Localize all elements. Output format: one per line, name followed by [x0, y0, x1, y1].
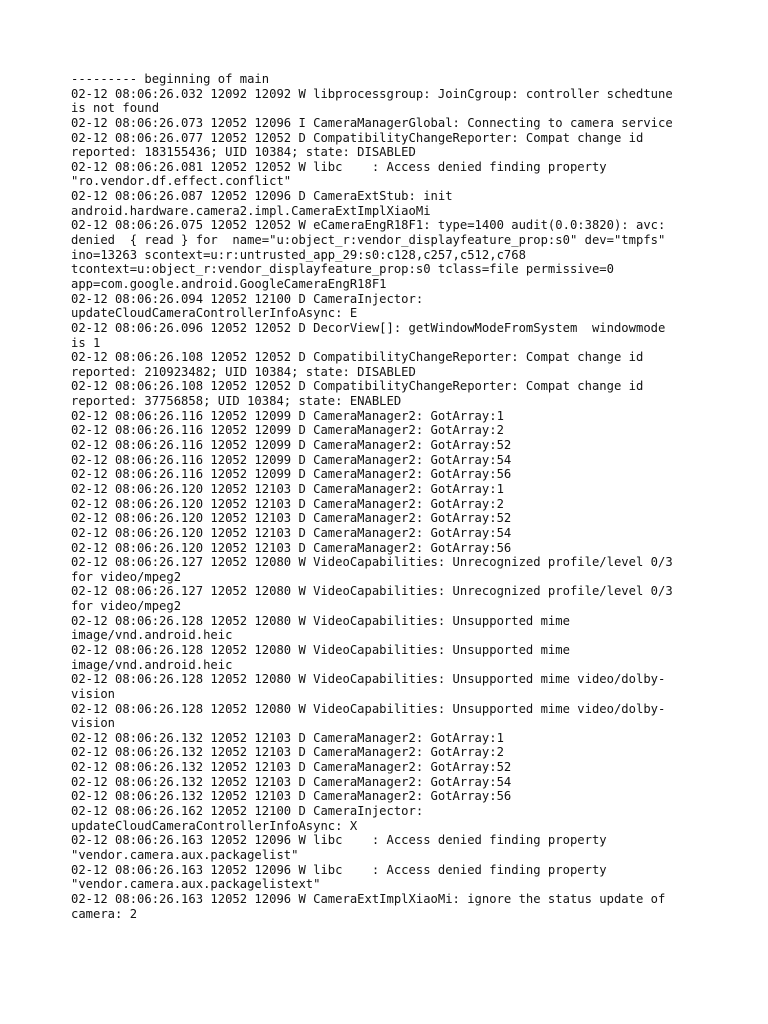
log-line: 02-12 08:06:26.116 12052 12099 D CameraManager2: GotArray:52: [71, 438, 512, 453]
log-line: for video/mpeg2: [71, 569, 182, 584]
log-line: 02-12 08:06:26.127 12052 12080 W VideoCapabilities: Unrecognized profile/level 0/3: [71, 555, 673, 570]
log-line: vision: [71, 686, 116, 701]
log-line: reported: 183155436; UID 10384; state: DISABLED: [71, 145, 416, 160]
logcat-text: [71, 72, 701, 921]
log-line: 02-12 08:06:26.162 12052 12100 D CameraInjector:: [71, 804, 424, 819]
log-line: "vendor.camera.aux.packagelist": [71, 847, 299, 862]
log-line: 02-12 08:06:26.163 12052 12096 W libc : Access denied finding property: [71, 862, 607, 877]
log-line: 02-12 08:06:26.116 12052 12099 D CameraManager2: GotArray:56: [71, 467, 512, 482]
log-line: 02-12 08:06:26.116 12052 12099 D CameraManager2: GotArray:54: [71, 452, 512, 467]
log-line: "vendor.camera.aux.packagelistext": [71, 877, 321, 892]
log-line: image/vnd.android.heic: [71, 657, 233, 672]
log-line: 02-12 08:06:26.087 12052 12096 D CameraExtStub: init: [71, 189, 453, 204]
log-line: 02-12 08:06:26.081 12052 12052 W libc : Access denied finding property: [71, 159, 607, 174]
log-line: 02-12 08:06:26.108 12052 12052 D CompatibilityChangeReporter: Compat change id: [71, 350, 644, 365]
log-line: 02-12 08:06:26.073 12052 12096 I CameraManagerGlobal: Connecting to camera service: [71, 115, 673, 130]
log-line: vision: [71, 716, 116, 731]
log-line: android.hardware.camera2.impl.CameraExtImplXiaoMi: [71, 203, 431, 218]
log-line: app=com.google.android.GoogleCameraEngR18F1: [71, 276, 387, 291]
log-line: 02-12 08:06:26.120 12052 12103 D CameraManager2: GotArray:1: [71, 481, 504, 496]
log-line: 02-12 08:06:26.127 12052 12080 W VideoCapabilities: Unrecognized profile/level 0/3: [71, 584, 673, 599]
log-line: for video/mpeg2: [71, 599, 182, 614]
log-line: 02-12 08:06:26.132 12052 12103 D CameraManager2: GotArray:54: [71, 774, 512, 789]
log-line: updateCloudCameraControllerInfoAsync: X: [71, 818, 358, 833]
log-line: 02-12 08:06:26.077 12052 12052 D CompatibilityChangeReporter: Compat change id: [71, 130, 644, 145]
log-line: 02-12 08:06:26.096 12052 12052 D DecorView[]: getWindowModeFromSystem windowmode: [71, 320, 666, 335]
log-line: is not found: [71, 101, 160, 116]
log-line: 02-12 08:06:26.116 12052 12099 D CameraManager2: GotArray:1: [71, 408, 504, 423]
log-line: 02-12 08:06:26.132 12052 12103 D CameraManager2: GotArray:56: [71, 789, 512, 804]
log-line: 02-12 08:06:26.120 12052 12103 D CameraManager2: GotArray:54: [71, 525, 512, 540]
log-line: 02-12 08:06:26.128 12052 12080 W VideoCapabilities: Unsupported mime: [71, 613, 570, 628]
log-line: 02-12 08:06:26.128 12052 12080 W VideoCapabilities: Unsupported mime video/dolby-: [71, 701, 666, 716]
log-line: 02-12 08:06:26.163 12052 12096 W libc : Access denied finding property: [71, 833, 607, 848]
log-line: 02-12 08:06:26.032 12092 12092 W libprocessgroup: JoinCgroup: controller schedtune: [71, 86, 673, 101]
log-line: ino=13263 scontext=u:r:untrusted_app_29:s0:c128,c257,c512,c768: [71, 247, 526, 262]
log-line: image/vnd.android.heic: [71, 628, 233, 643]
log-line: 02-12 08:06:26.128 12052 12080 W VideoCapabilities: Unsupported mime: [71, 642, 570, 657]
log-line: reported: 37756858; UID 10384; state: ENABLED: [71, 394, 402, 409]
log-line: 02-12 08:06:26.132 12052 12103 D CameraManager2: GotArray:2: [71, 745, 504, 760]
log-line: denied { read } for name="u:object_r:vendor_displayfeature_prop:s0" dev="tmpfs": [71, 233, 666, 248]
log-line: 02-12 08:06:26.128 12052 12080 W VideoCapabilities: Unsupported mime video/dolby-: [71, 672, 666, 687]
log-line: 02-12 08:06:26.163 12052 12096 W CameraExtImplXiaoMi: ignore the status update of: [71, 891, 666, 906]
log-line: 02-12 08:06:26.132 12052 12103 D CameraManager2: GotArray:52: [71, 760, 512, 775]
log-line: updateCloudCameraControllerInfoAsync: E: [71, 306, 358, 321]
log-line: 02-12 08:06:26.116 12052 12099 D CameraManager2: GotArray:2: [71, 423, 504, 438]
log-line: 02-12 08:06:26.094 12052 12100 D CameraInjector:: [71, 291, 424, 306]
log-line: 02-12 08:06:26.120 12052 12103 D CameraManager2: GotArray:56: [71, 540, 512, 555]
log-line: camera: 2: [71, 906, 138, 921]
log-line: --------- beginning of main: [71, 72, 270, 86]
log-line: "ro.vendor.df.effect.conflict": [71, 174, 292, 189]
log-line: is 1: [71, 335, 101, 350]
log-line: 02-12 08:06:26.120 12052 12103 D CameraManager2: GotArray:52: [71, 511, 512, 526]
log-line: 02-12 08:06:26.075 12052 12052 W eCameraEngR18F1: type=1400 audit(0.0:3820): avc:: [71, 218, 666, 233]
log-line: 02-12 08:06:26.120 12052 12103 D CameraManager2: GotArray:2: [71, 496, 504, 511]
log-line: tcontext=u:object_r:vendor_displayfeature_prop:s0 tclass=file permissive=0: [71, 262, 614, 277]
log-line: 02-12 08:06:26.132 12052 12103 D CameraManager2: GotArray:1: [71, 730, 504, 745]
log-line: 02-12 08:06:26.108 12052 12052 D CompatibilityChangeReporter: Compat change id: [71, 379, 644, 394]
log-line: reported: 210923482; UID 10384; state: DISABLED: [71, 364, 416, 379]
